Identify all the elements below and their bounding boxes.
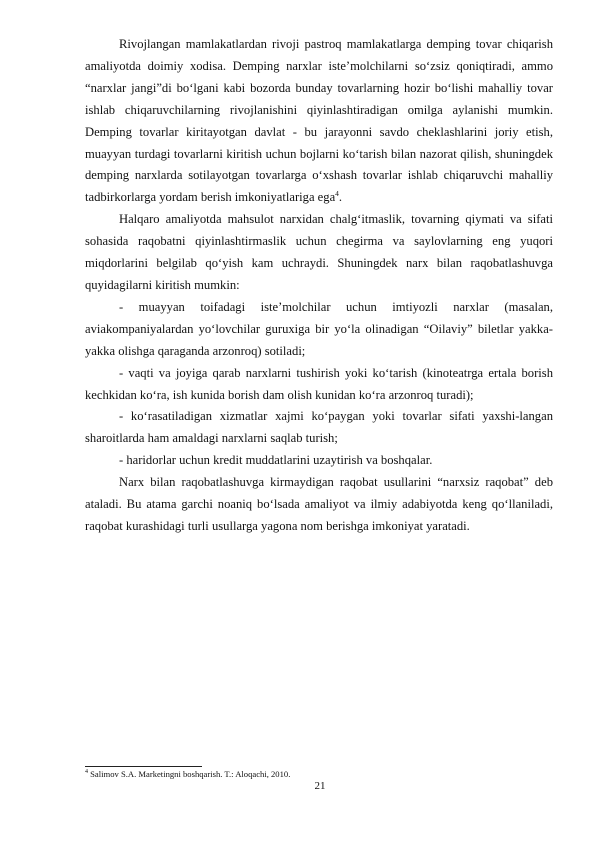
paragraph-1-text: Rivojlangan mamlakatlardan rivoji pastroq mamlakatlarga demping tovar chiqarish amaliyotda doimiy xodisa. Demping narxlar iste’molchilarni so‘zsiz qoniqtiradi, ammo “narxlar jangi”di bo‘lgani kabi bozorda bunday tovarlarning hozir bo‘lishi mahalliy tovar ishlab chiqaruvchilarning rivojlanishini qiyinlashtiradigan omilga aylanishi mumkin. Demping tovarlar kiritayotgan davlat - bu jarayonni savdo cheklashlarini joriy etish, muayyan turdagi tovarlarni kiritish uchun bojlarni ko‘tarish bilan nazorat qilish, shuningdek demping narxlarda sotilayotgan tovarlarga o‘xshash tovarlar ishlab chiqaruvchi mahalliy tadbirkorlarga yordam berish imkoniyatlariga ega <box>85 37 553 205</box>
list-item-3: - ko‘rasatiladigan xizmatlar xajmi ko‘paygan yoki tovarlar sifati yaxshi-langan sharoitlarda ham amaldagi narxlarni saqlab turish; <box>85 409 553 446</box>
paragraph-1 <box>85 34 553 209</box>
paragraph-1-end: . <box>338 190 343 205</box>
list-item-4: - haridorlar uchun kredit muddatlarini uzaytirish va boshqalar. <box>119 453 433 468</box>
body-text <box>85 34 553 538</box>
page-number: 21 <box>314 780 326 792</box>
list-item-1: - muayyan toifadagi iste’molchilar uchun imtiyozli narxlar (masalan, aviakompaniyalardan yo‘lovchilar guruxiga bir yo‘la olinadigan “Oilaviy” biletlar yakka-yakka olishga qaraganda arzonroq) sotiladi; <box>85 299 553 358</box>
paragraph-3: Narx bilan raqobatlashuvga kirmaydigan raqobat usullarini “narxsiz raqobat” deb ataladi. Bu atama garchi noaniq bo‘lsada amaliyot va ilmiy adabiyotda keng qo‘llaniladi, raqobat kurashidagi turli usullarga yagona nom berishga imkoniyat yaratadi. <box>85 475 553 533</box>
footnote-divider <box>85 766 202 767</box>
footnote-marker: 4 <box>85 769 88 776</box>
list-item-2: - vaqti va joyiga qarab narxlarni tushirish yoki ko‘tarish (kinoteatrga ertala borish kechkidan ko‘ra, ish kunida borish dam olish kunidan ko‘ra arzonroq turadi); <box>85 365 553 402</box>
paragraph-2: Halqaro amaliyotda mahsulot narxidan chalg‘itmaslik, tovarning qiymati va sifati sohasida raqobatni qiyinlashtirmaslik uchun chegirma va saylovlarning eng yuqori miqdorlarini belgilab qo‘yish kam uchraydi. Shuningdek narx bilan raqobatlashuvga quyidagilarni kiritish mumkin: <box>85 212 553 292</box>
footnote <box>85 769 553 780</box>
footnote-text: Salimov S.A. Marketingni boshqarish. T.: Aloqachi, 2010. <box>90 769 291 779</box>
footnote-reference: 4 <box>335 189 339 199</box>
